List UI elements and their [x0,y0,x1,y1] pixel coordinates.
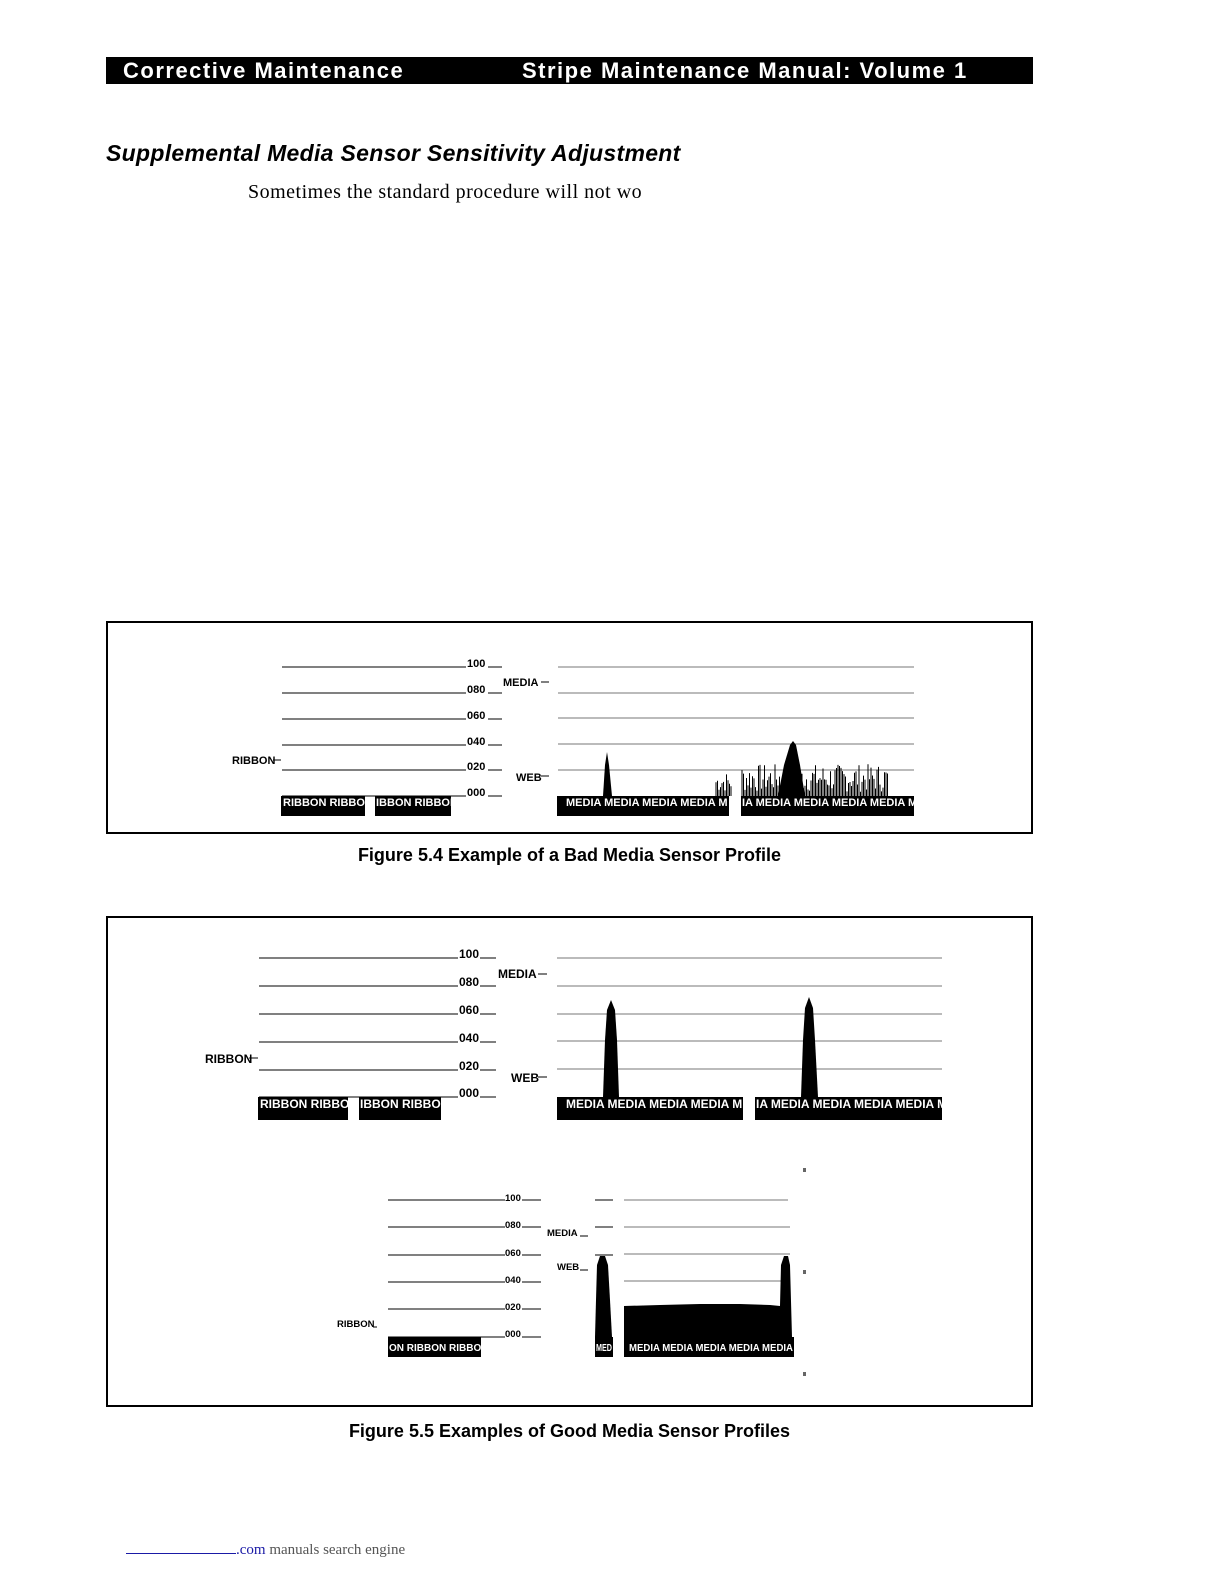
tick-label: 040 [459,1031,480,1045]
media-strip-text: MED [596,1343,612,1354]
body-paragraph: Sometimes the standard procedure will not wo [248,181,643,203]
media-label: MEDIA [547,1228,578,1239]
tick-label: 040 [467,736,486,748]
ribbon-label: RIBBON [232,755,276,767]
tick-label: 100 [505,1193,521,1204]
tick-label: 020 [459,1059,480,1073]
figure-caption: Figure 5.5 Examples of Good Media Sensor Profiles [348,1421,791,1441]
web-label: WEB [557,1262,580,1273]
tick-label: 000 [459,1086,480,1100]
section-title: Supplemental Media Sensor Sensitivity Adjustment [106,140,681,166]
footer-link[interactable]: .com [236,1542,266,1558]
ribbon-label: RIBBON [337,1319,375,1330]
ribbon-strip-text: ON RIBBON RIBBON [389,1343,489,1354]
ribbon-strip-text: IBBON RIBBON [360,1097,450,1111]
ribbon-label: RIBBON [205,1052,253,1066]
header-chapter: Corrective Maintenance [123,58,405,83]
tick-label: 040 [505,1275,521,1286]
tick-label: 000 [467,787,486,799]
footer-link-underline[interactable] [126,1553,236,1554]
tick-label: 100 [467,658,486,670]
tick-label: 020 [505,1302,521,1313]
media-label: MEDIA [498,967,537,981]
footer [126,1542,405,1559]
ribbon-strip-text: RIBBON RIBBON [260,1097,358,1111]
tick-label: 080 [467,684,486,696]
tick-label: 080 [505,1220,521,1231]
media-strip-text: IA MEDIA MEDIA MEDIA MEDIA M [756,1097,948,1111]
header-manual-title: Stripe Maintenance Manual: Volume 1 [522,58,968,83]
media-strip-text: MEDIA MEDIA MEDIA MEDIA MEDIA [629,1343,793,1354]
tick-label: 020 [467,761,486,773]
media-strip-text: MEDIA MEDIA MEDIA MEDIA M [566,1097,743,1111]
ribbon-strip-text: RIBBON RIBBON [283,797,373,809]
media-strip-text: MEDIA MEDIA MEDIA MEDIA M [566,797,728,809]
tick-label: 000 [505,1329,521,1340]
web-label: WEB [516,772,542,784]
media-label: MEDIA [503,677,539,689]
web-label: WEB [511,1071,539,1085]
tick-label: 060 [459,1003,480,1017]
tick-label: 100 [459,947,480,961]
ribbon-strip-text: IBBON RIBBON [376,797,458,809]
tick-label: 080 [459,975,480,989]
tick-label: 060 [505,1248,521,1259]
figure-caption: Figure 5.4 Example of a Bad Media Sensor Profile [357,845,782,865]
tick-label: 060 [467,710,486,722]
footer-text: manuals search engine [269,1542,406,1558]
media-strip-text: IA MEDIA MEDIA MEDIA MEDIA M [742,797,918,809]
